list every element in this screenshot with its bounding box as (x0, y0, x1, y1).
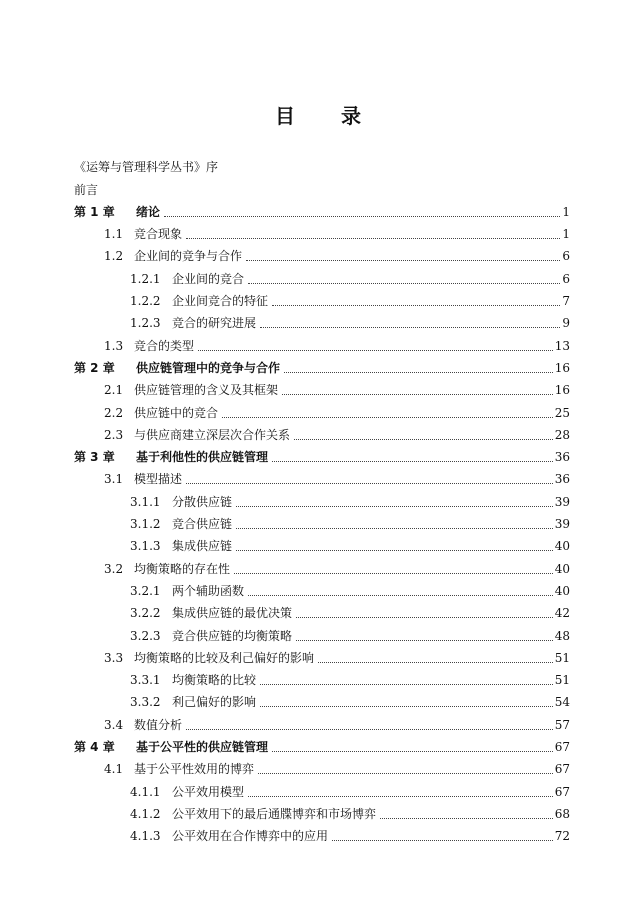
toc-number: 第 2 章 (74, 360, 115, 375)
toc-label: 企业间竞合的特征 (172, 294, 269, 309)
toc-leader-dots (248, 282, 560, 284)
toc-page-number: 7 (562, 294, 570, 309)
toc-number: 2.1 (104, 383, 124, 398)
toc-number: 3.3.1 (130, 673, 161, 688)
toc-number: 4.1.2 (130, 806, 161, 821)
toc-label: 与供应商建立深层次合作关系 (134, 427, 291, 442)
toc-section-row[interactable] (74, 397, 570, 419)
toc-label: 企业间的竞争与合作 (134, 249, 243, 264)
toc-leader-dots (186, 482, 553, 484)
toc-leader-dots (236, 505, 553, 507)
title-char-2: 录 (341, 104, 363, 128)
toc-subsection-row[interactable] (74, 263, 570, 285)
toc-label: 两个辅助函数 (172, 583, 245, 598)
toc-page-number: 40 (554, 561, 570, 576)
toc-label: 数值分析 (134, 717, 183, 732)
toc-leader-dots (272, 304, 560, 306)
toc-number: 4.1.1 (130, 784, 161, 799)
toc-number: 2.3 (104, 427, 124, 442)
toc-page-number: 36 (554, 450, 570, 465)
toc-leader-dots (296, 616, 553, 618)
toc-page-number: 51 (554, 650, 570, 665)
toc-label: 均衡策略的比较 (172, 673, 257, 688)
toc-number: 1.1 (104, 227, 124, 242)
toc-chapter-row[interactable] (74, 732, 570, 754)
toc-page-number: 54 (554, 695, 570, 710)
toc-page-number: 57 (554, 717, 570, 732)
toc-leader-dots (332, 839, 553, 841)
toc-label: 模型描述 (134, 472, 183, 487)
toc-subsection-row[interactable] (74, 776, 570, 798)
toc-leader-dots (258, 772, 553, 774)
toc-section-row[interactable] (74, 241, 570, 263)
toc-label: 集成供应链的最优决策 (172, 606, 293, 621)
toc-subsection-row[interactable] (74, 486, 570, 508)
toc-page-number: 13 (554, 338, 570, 353)
toc-number: 3.2.1 (130, 583, 161, 598)
toc-number: 3.2.2 (130, 606, 161, 621)
toc-section-row[interactable] (74, 420, 570, 442)
toc-subsection-row[interactable] (74, 620, 570, 642)
toc-leader-dots (186, 237, 560, 239)
toc-section-row[interactable] (74, 330, 570, 352)
toc-number: 1.2 (104, 249, 124, 264)
toc-leader-dots (260, 683, 553, 685)
title-char-1: 目 (275, 104, 297, 128)
toc-chapter-row[interactable] (74, 197, 570, 219)
toc-label: 《运筹与管理科学丛书》序 (74, 160, 219, 175)
toc-page-number: 28 (554, 427, 570, 442)
toc-label: 竞合的类型 (134, 338, 195, 353)
toc-label: 供应链管理中的竞争与合作 (136, 360, 281, 375)
toc-page-number: 1 (562, 204, 570, 219)
toc-label: 基于利他性的供应链管理 (136, 450, 269, 465)
toc-label: 竞合供应链的均衡策略 (172, 628, 293, 643)
toc-label: 竞合供应链 (172, 517, 233, 532)
toc-label: 基于公平性的供应链管理 (136, 740, 269, 755)
toc-label: 竞合的研究进展 (172, 316, 257, 331)
toc-label: 均衡策略的比较及利己偏好的影响 (134, 650, 315, 665)
toc-number: 3.4 (104, 717, 124, 732)
toc-page-number: 68 (554, 806, 570, 821)
toc-leader-dots (260, 705, 553, 707)
toc-leader-dots (234, 572, 553, 574)
toc-leader-dots (236, 527, 553, 529)
toc-page-number: 25 (554, 405, 570, 420)
toc-number: 2.2 (104, 405, 124, 420)
toc-section-row[interactable] (74, 219, 570, 241)
toc-page-number: 9 (562, 316, 570, 331)
toc-number: 1.2.3 (130, 316, 161, 331)
toc-section-row[interactable] (74, 709, 570, 731)
toc-section-row[interactable] (74, 643, 570, 665)
toc-page-number: 6 (562, 271, 570, 286)
toc-leader-dots (294, 438, 553, 440)
toc-leader-dots (282, 393, 553, 395)
toc-leader-dots (222, 416, 553, 418)
toc-page-number: 6 (562, 249, 570, 264)
toc-label: 利己偏好的影响 (172, 695, 257, 710)
toc-section-row[interactable] (74, 553, 570, 575)
toc-number: 3.2 (104, 561, 124, 576)
toc-label: 均衡策略的存在性 (134, 561, 231, 576)
toc-page-number: 40 (554, 583, 570, 598)
toc-label: 企业间的竞合 (172, 271, 245, 286)
toc-label: 绪论 (136, 204, 161, 219)
toc-label: 集成供应链 (172, 539, 233, 554)
toc-section-row[interactable] (74, 754, 570, 776)
toc-subsection-row[interactable] (74, 509, 570, 531)
toc-number: 3.1.1 (130, 494, 161, 509)
toc-label: 基于公平性效用的博弈 (134, 762, 255, 777)
toc-leader-dots (380, 817, 553, 819)
toc-leader-dots (272, 750, 553, 752)
toc-chapter-row[interactable] (74, 353, 570, 375)
toc-page-number: 39 (554, 494, 570, 509)
toc-page-number: 42 (554, 606, 570, 621)
toc-section-row[interactable] (74, 464, 570, 486)
toc-page-number: 72 (554, 829, 570, 844)
toc-number: 3.1.3 (130, 539, 161, 554)
toc-number: 1.2.2 (130, 294, 161, 309)
toc-label: 公平效用模型 (172, 784, 245, 799)
toc-number: 3.3 (104, 650, 124, 665)
toc-page-number: 48 (554, 628, 570, 643)
toc-page-number: 16 (554, 383, 570, 398)
toc-page-number: 16 (554, 360, 570, 375)
toc-subsection-row[interactable] (74, 286, 570, 308)
toc-page-number: 40 (554, 539, 570, 554)
toc-leader-dots (260, 326, 560, 328)
toc-leader-dots (198, 349, 553, 351)
toc-number: 3.1.2 (130, 517, 161, 532)
toc-page-number: 1 (562, 227, 570, 242)
toc-label: 分散供应链 (172, 494, 233, 509)
toc-label: 公平效用在合作博弈中的应用 (172, 829, 329, 844)
toc-page-number: 51 (554, 673, 570, 688)
toc-subsection-row[interactable] (74, 576, 570, 598)
toc-leader-dots (164, 215, 560, 217)
toc-label: 竞合现象 (134, 227, 183, 242)
toc-page-number: 67 (554, 762, 570, 777)
toc-leader-dots (296, 639, 553, 641)
toc-leader-dots (246, 259, 560, 261)
toc-subsection-row[interactable] (74, 799, 570, 821)
toc-number: 1.3 (104, 338, 124, 353)
toc-number: 4.1.3 (130, 829, 161, 844)
toc-subsection-row[interactable] (74, 598, 570, 620)
toc-label: 供应链中的竞合 (134, 405, 219, 420)
toc-chapter-row[interactable] (74, 442, 570, 464)
toc-subsection-row[interactable] (74, 687, 570, 709)
toc-page-number: 67 (554, 784, 570, 799)
toc-page-number: 36 (554, 472, 570, 487)
toc-leader-dots (236, 549, 553, 551)
toc-number: 第 1 章 (74, 204, 115, 219)
toc-subsection-row[interactable] (74, 531, 570, 553)
page-title (0, 100, 638, 129)
toc-subsection-row[interactable] (74, 665, 570, 687)
toc-leader-dots (248, 594, 553, 596)
toc-subsection-row[interactable] (74, 821, 570, 843)
toc-number: 3.3.2 (130, 695, 161, 710)
toc-number: 第 4 章 (74, 740, 115, 755)
toc-section-row[interactable] (74, 375, 570, 397)
toc-subsection-row[interactable] (74, 308, 570, 330)
toc-label: 供应链管理的含义及其框架 (134, 383, 279, 398)
table-of-contents (74, 152, 570, 843)
toc-page-number: 39 (554, 517, 570, 532)
toc-leader-dots (284, 371, 553, 373)
toc-label: 前言 (74, 182, 99, 197)
toc-leader-dots (318, 661, 553, 663)
toc-number: 3.2.3 (130, 628, 161, 643)
toc-leader-dots (186, 728, 553, 730)
toc-label: 公平效用下的最后通牒博弈和市场博弈 (172, 806, 377, 821)
toc-front-foreword[interactable] (74, 174, 570, 196)
toc-number: 1.2.1 (130, 271, 161, 286)
toc-front-preface-series[interactable] (74, 152, 570, 174)
toc-leader-dots (248, 795, 553, 797)
toc-number: 3.1 (104, 472, 124, 487)
toc-number: 4.1 (104, 762, 124, 777)
toc-page-number: 67 (554, 740, 570, 755)
toc-number: 第 3 章 (74, 450, 115, 465)
toc-leader-dots (272, 460, 553, 462)
